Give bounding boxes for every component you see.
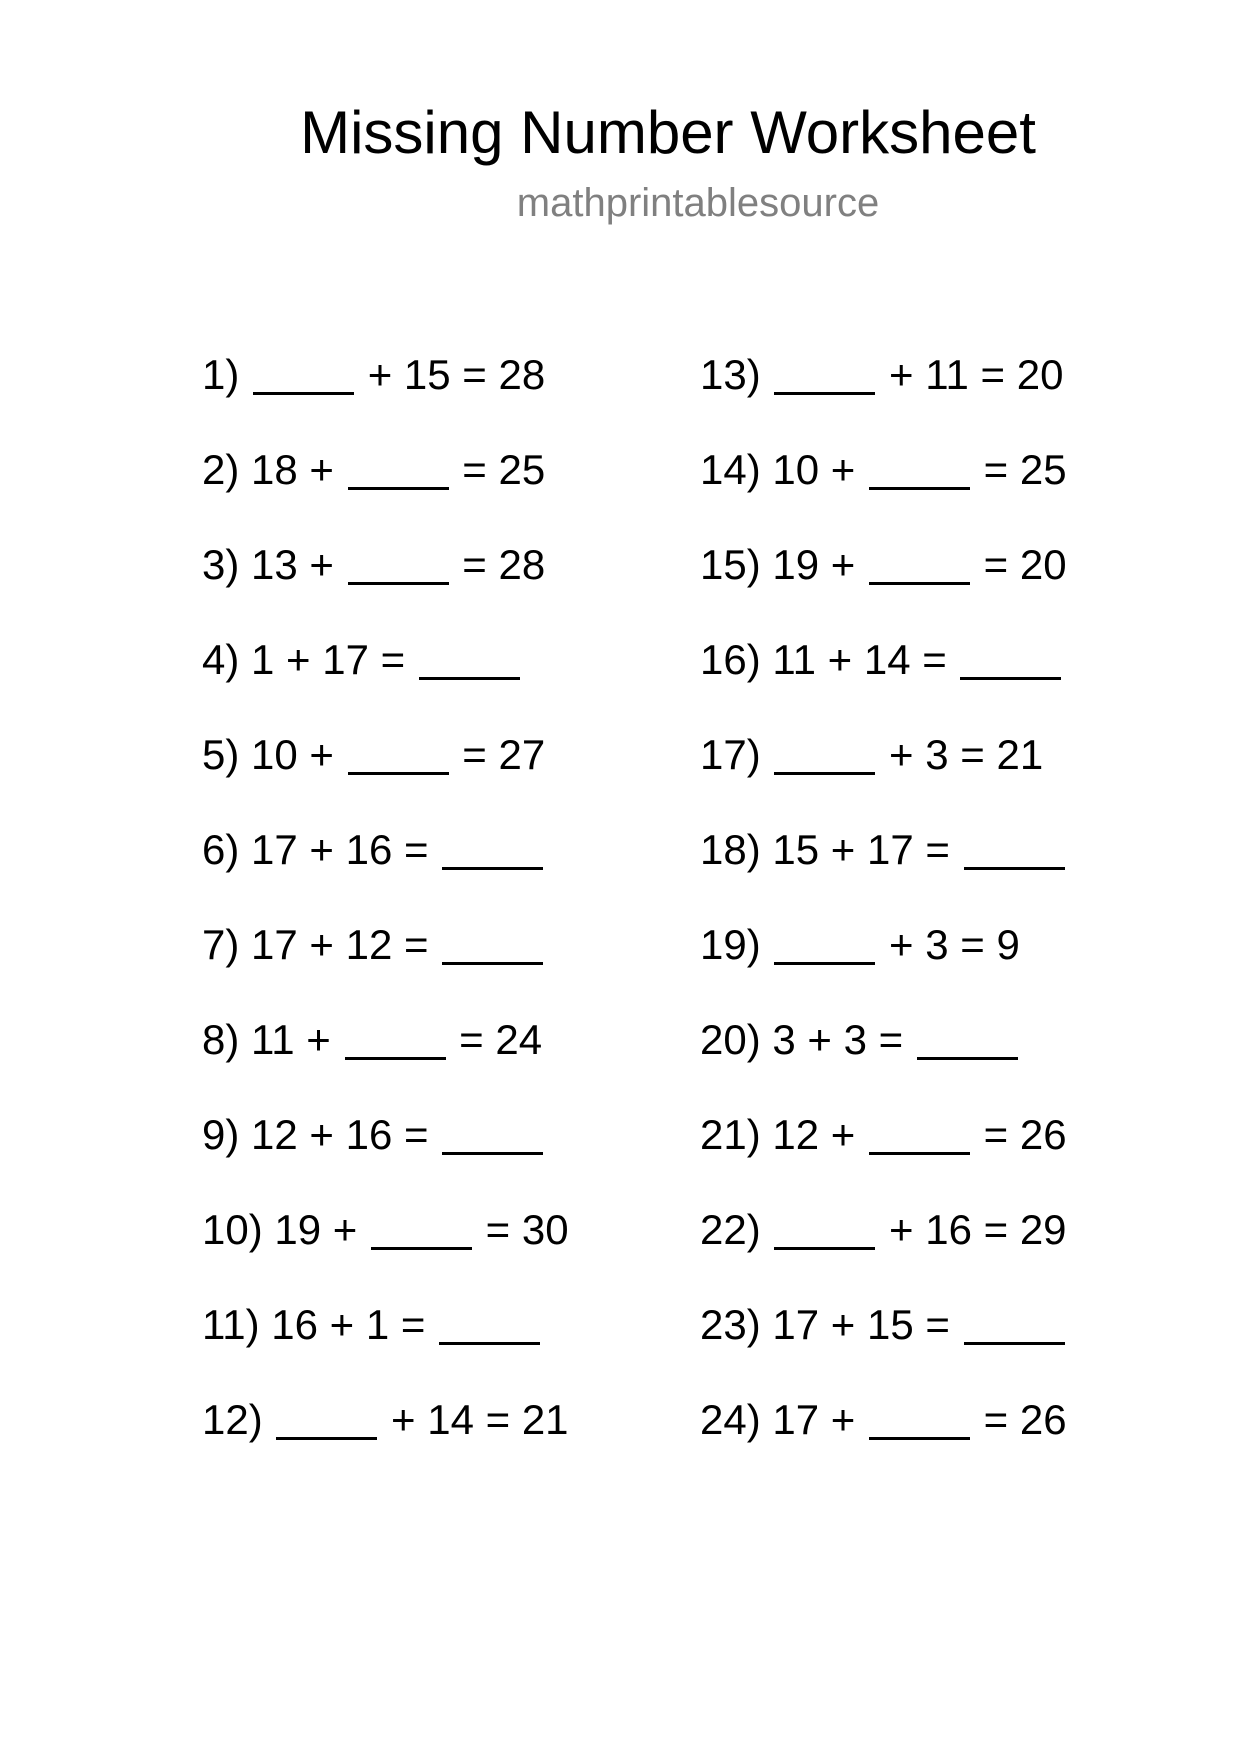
equation-part: + 3 = 9	[889, 921, 1020, 968]
problem-number: 13)	[700, 351, 761, 398]
problem-number: 1)	[202, 351, 240, 398]
equation-part: 10 +	[251, 731, 334, 778]
problem-number: 9)	[202, 1111, 240, 1158]
problem-item	[700, 445, 1067, 495]
answer-blank[interactable]	[869, 487, 970, 490]
equation-part: = 27	[462, 731, 546, 778]
answer-blank[interactable]	[276, 1437, 377, 1440]
problem-item	[202, 1015, 542, 1065]
answer-blank[interactable]	[419, 677, 520, 680]
answer-blank[interactable]	[439, 1342, 540, 1345]
answer-blank[interactable]	[774, 1247, 875, 1250]
answer-blank[interactable]	[869, 582, 970, 585]
equation-part: + 3 = 21	[889, 731, 1044, 778]
equation-part: 16 + 1 =	[271, 1301, 426, 1348]
equation-part: = 25	[462, 446, 546, 493]
equation-part: = 25	[983, 446, 1067, 493]
problem-item	[202, 1205, 569, 1255]
problem-number: 4)	[202, 636, 240, 683]
equation-part: 13 +	[251, 541, 334, 588]
equation-part: 10 +	[772, 446, 856, 493]
answer-blank[interactable]	[348, 772, 449, 775]
problem-item	[700, 540, 1067, 590]
problem-item	[202, 825, 545, 875]
answer-blank[interactable]	[964, 867, 1065, 870]
equation-part: = 28	[462, 541, 546, 588]
problem-number: 16)	[700, 636, 761, 683]
equation-part: = 26	[983, 1111, 1067, 1158]
problem-item	[700, 1395, 1067, 1445]
equation-part: 18 +	[251, 446, 334, 493]
equation-part: = 26	[983, 1396, 1067, 1443]
answer-blank[interactable]	[345, 1057, 446, 1060]
equation-part: 17 + 15 =	[772, 1301, 950, 1348]
problem-item	[202, 635, 522, 685]
problem-number: 21)	[700, 1111, 761, 1158]
problem-number: 10)	[202, 1206, 263, 1253]
problem-item	[700, 920, 1020, 970]
answer-blank[interactable]	[869, 1437, 970, 1440]
equation-part: + 14 = 21	[391, 1396, 569, 1443]
answer-blank[interactable]	[964, 1342, 1065, 1345]
answer-blank[interactable]	[442, 1152, 543, 1155]
problem-number: 15)	[700, 541, 761, 588]
problem-item	[202, 540, 545, 590]
answer-blank[interactable]	[774, 772, 875, 775]
equation-part: 3 + 3 =	[772, 1016, 904, 1063]
equation-part: 19 +	[772, 541, 856, 588]
problem-item	[202, 1110, 545, 1160]
problem-number: 14)	[700, 446, 761, 493]
problem-item	[700, 1205, 1067, 1255]
answer-blank[interactable]	[348, 582, 449, 585]
problem-number: 12)	[202, 1396, 263, 1443]
problem-number: 3)	[202, 541, 240, 588]
equation-part: + 11 = 20	[889, 351, 1064, 398]
answer-blank[interactable]	[917, 1057, 1018, 1060]
equation-part: = 24	[459, 1016, 543, 1063]
answer-blank[interactable]	[774, 962, 875, 965]
equation-part: 17 + 16 =	[251, 826, 429, 873]
problem-number: 5)	[202, 731, 240, 778]
problem-number: 19)	[700, 921, 761, 968]
equation-part: 17 + 12 =	[251, 921, 429, 968]
worksheet-source: mathprintablesource	[516, 181, 880, 225]
problem-number: 18)	[700, 826, 761, 873]
problem-number: 23)	[700, 1301, 761, 1348]
problem-item	[202, 350, 545, 400]
problem-number: 20)	[700, 1016, 761, 1063]
problem-number: 22)	[700, 1206, 761, 1253]
problem-item	[700, 1300, 1067, 1350]
equation-part: 1 + 17 =	[251, 636, 406, 683]
problem-item	[700, 730, 1043, 780]
problem-item	[700, 1110, 1067, 1160]
answer-blank[interactable]	[371, 1247, 472, 1250]
problem-number: 11)	[202, 1301, 260, 1348]
problem-item	[202, 445, 545, 495]
problem-item	[202, 730, 545, 780]
answer-blank[interactable]	[253, 392, 354, 395]
problem-item	[700, 350, 1063, 400]
problem-number: 2)	[202, 446, 240, 493]
answer-blank[interactable]	[774, 392, 875, 395]
problem-item	[202, 1395, 569, 1445]
problem-item	[202, 920, 545, 970]
equation-part: 17 +	[772, 1396, 856, 1443]
problem-number: 6)	[202, 826, 240, 873]
problem-number: 7)	[202, 921, 240, 968]
answer-blank[interactable]	[869, 1152, 970, 1155]
equation-part: 15 + 17 =	[772, 826, 950, 873]
answer-blank[interactable]	[348, 487, 449, 490]
equation-part: 12 + 16 =	[251, 1111, 429, 1158]
equation-part: 11 + 14 =	[772, 636, 947, 683]
worksheet-title: Missing Number Worksheet	[300, 99, 1036, 166]
problem-item	[700, 1015, 1020, 1065]
answer-blank[interactable]	[960, 677, 1061, 680]
problem-number: 8)	[202, 1016, 240, 1063]
problem-number: 17)	[700, 731, 761, 778]
equation-part: 11 +	[251, 1016, 331, 1063]
answer-blank[interactable]	[442, 867, 543, 870]
problem-item	[202, 1300, 542, 1350]
equation-part: = 20	[983, 541, 1067, 588]
answer-blank[interactable]	[442, 962, 543, 965]
equation-part: + 16 = 29	[889, 1206, 1067, 1253]
problem-item	[700, 635, 1063, 685]
problem-item	[700, 825, 1067, 875]
equation-part: 19 +	[274, 1206, 358, 1253]
equation-part: = 30	[485, 1206, 569, 1253]
problem-number: 24)	[700, 1396, 761, 1443]
equation-part: 12 +	[772, 1111, 856, 1158]
equation-part: + 15 = 28	[367, 351, 546, 398]
